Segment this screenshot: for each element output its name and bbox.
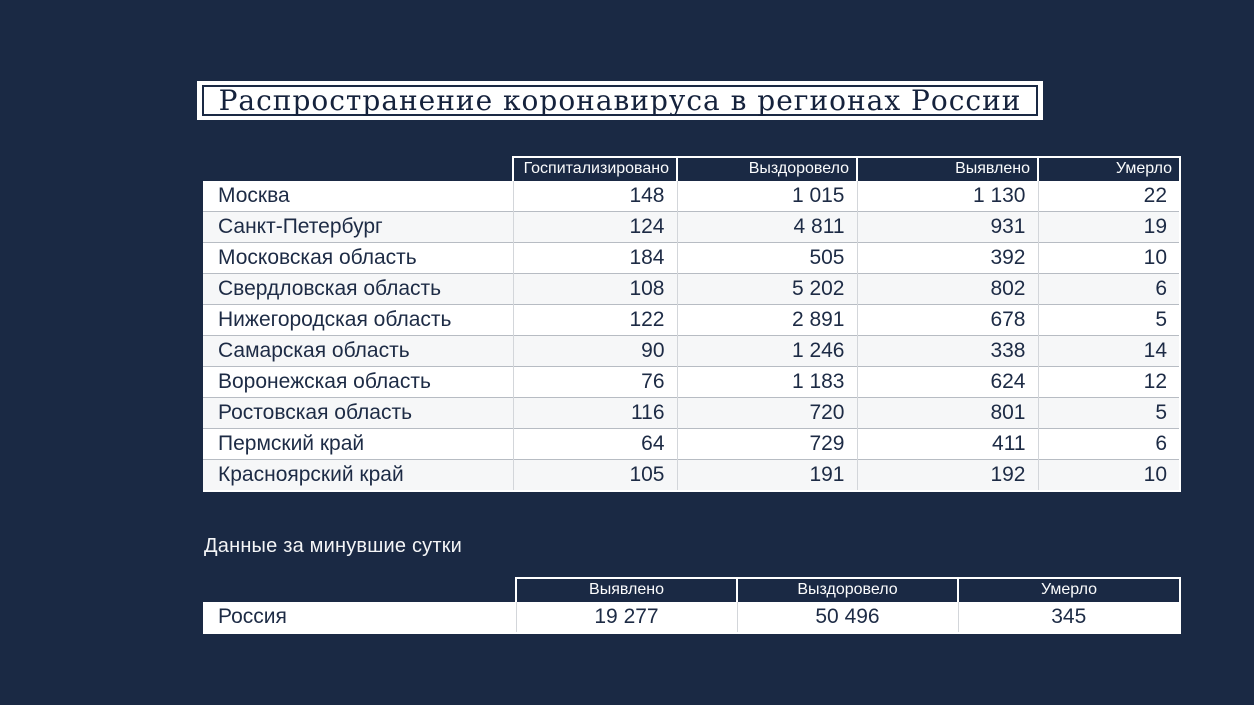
daily-table-body <box>203 602 1180 633</box>
regions-table <box>203 156 1181 492</box>
daily-table-header <box>203 578 1180 602</box>
value-cell: 122 <box>513 305 677 336</box>
value-cell: 105 <box>513 460 677 492</box>
row-label-cell: Самарская область <box>203 336 513 367</box>
value-cell: 124 <box>513 212 677 243</box>
table-row <box>203 212 1180 243</box>
value-cell: 1 246 <box>677 336 857 367</box>
table-row <box>203 243 1180 274</box>
value-cell: 116 <box>513 398 677 429</box>
value-cell: 6 <box>1038 274 1180 305</box>
value-cell: 90 <box>513 336 677 367</box>
value-cell: 505 <box>677 243 857 274</box>
value-cell: 184 <box>513 243 677 274</box>
table-row <box>203 305 1180 336</box>
value-cell: 12 <box>1038 367 1180 398</box>
row-label-cell: Ростовская область <box>203 398 513 429</box>
value-cell: 192 <box>857 460 1038 492</box>
row-label-cell: Россия <box>203 602 516 633</box>
value-cell: 624 <box>857 367 1038 398</box>
value-cell: 50 496 <box>737 602 958 633</box>
value-cell: 22 <box>1038 181 1180 212</box>
value-cell: 720 <box>677 398 857 429</box>
row-label-cell: Красноярский край <box>203 460 513 492</box>
value-cell: 76 <box>513 367 677 398</box>
column-header-detected: Выявлено <box>516 578 737 602</box>
value-cell: 345 <box>958 602 1180 633</box>
value-cell: 19 <box>1038 212 1180 243</box>
column-header-recovered: Выздоровело <box>737 578 958 602</box>
row-label-cell: Свердловская область <box>203 274 513 305</box>
column-header-hospitalized: Госпитализировано <box>513 157 677 181</box>
table-row <box>203 398 1180 429</box>
header-row <box>203 157 1180 181</box>
row-label-cell: Санкт-Петербург <box>203 212 513 243</box>
regions-table-body <box>203 181 1180 491</box>
table-row <box>203 367 1180 398</box>
page-title: Распространение коронавируса в регионах России <box>202 85 1038 116</box>
header-row <box>203 578 1180 602</box>
table-row <box>203 274 1180 305</box>
column-header-recovered: Выздоровело <box>677 157 857 181</box>
value-cell: 802 <box>857 274 1038 305</box>
value-cell: 411 <box>857 429 1038 460</box>
daily-russia-table <box>203 577 1181 634</box>
value-cell: 19 277 <box>516 602 737 633</box>
value-cell: 338 <box>857 336 1038 367</box>
regions-table-header <box>203 157 1180 181</box>
value-cell: 4 811 <box>677 212 857 243</box>
table-row <box>203 460 1180 492</box>
value-cell: 1 015 <box>677 181 857 212</box>
table-row <box>203 602 1180 633</box>
value-cell: 5 <box>1038 398 1180 429</box>
value-cell: 5 202 <box>677 274 857 305</box>
empty-header-cell <box>203 157 513 181</box>
table-row <box>203 429 1180 460</box>
value-cell: 1 130 <box>857 181 1038 212</box>
value-cell: 801 <box>857 398 1038 429</box>
table-row <box>203 181 1180 212</box>
column-header-died: Умерло <box>1038 157 1180 181</box>
value-cell: 14 <box>1038 336 1180 367</box>
value-cell: 108 <box>513 274 677 305</box>
value-cell: 64 <box>513 429 677 460</box>
column-header-detected: Выявлено <box>857 157 1038 181</box>
daily-section-label: Данные за минувшие сутки <box>204 535 463 557</box>
value-cell: 5 <box>1038 305 1180 336</box>
value-cell: 931 <box>857 212 1038 243</box>
value-cell: 148 <box>513 181 677 212</box>
row-label-cell: Пермский край <box>203 429 513 460</box>
row-label-cell: Московская область <box>203 243 513 274</box>
title-box <box>197 81 1043 120</box>
row-label-cell: Воронежская область <box>203 367 513 398</box>
value-cell: 191 <box>677 460 857 492</box>
value-cell: 678 <box>857 305 1038 336</box>
value-cell: 392 <box>857 243 1038 274</box>
value-cell: 10 <box>1038 243 1180 274</box>
value-cell: 729 <box>677 429 857 460</box>
value-cell: 6 <box>1038 429 1180 460</box>
row-label-cell: Нижегородская область <box>203 305 513 336</box>
row-label-cell: Москва <box>203 181 513 212</box>
value-cell: 2 891 <box>677 305 857 336</box>
value-cell: 10 <box>1038 460 1180 492</box>
empty-header-cell <box>203 578 516 602</box>
table-row <box>203 336 1180 367</box>
column-header-died: Умерло <box>958 578 1180 602</box>
value-cell: 1 183 <box>677 367 857 398</box>
